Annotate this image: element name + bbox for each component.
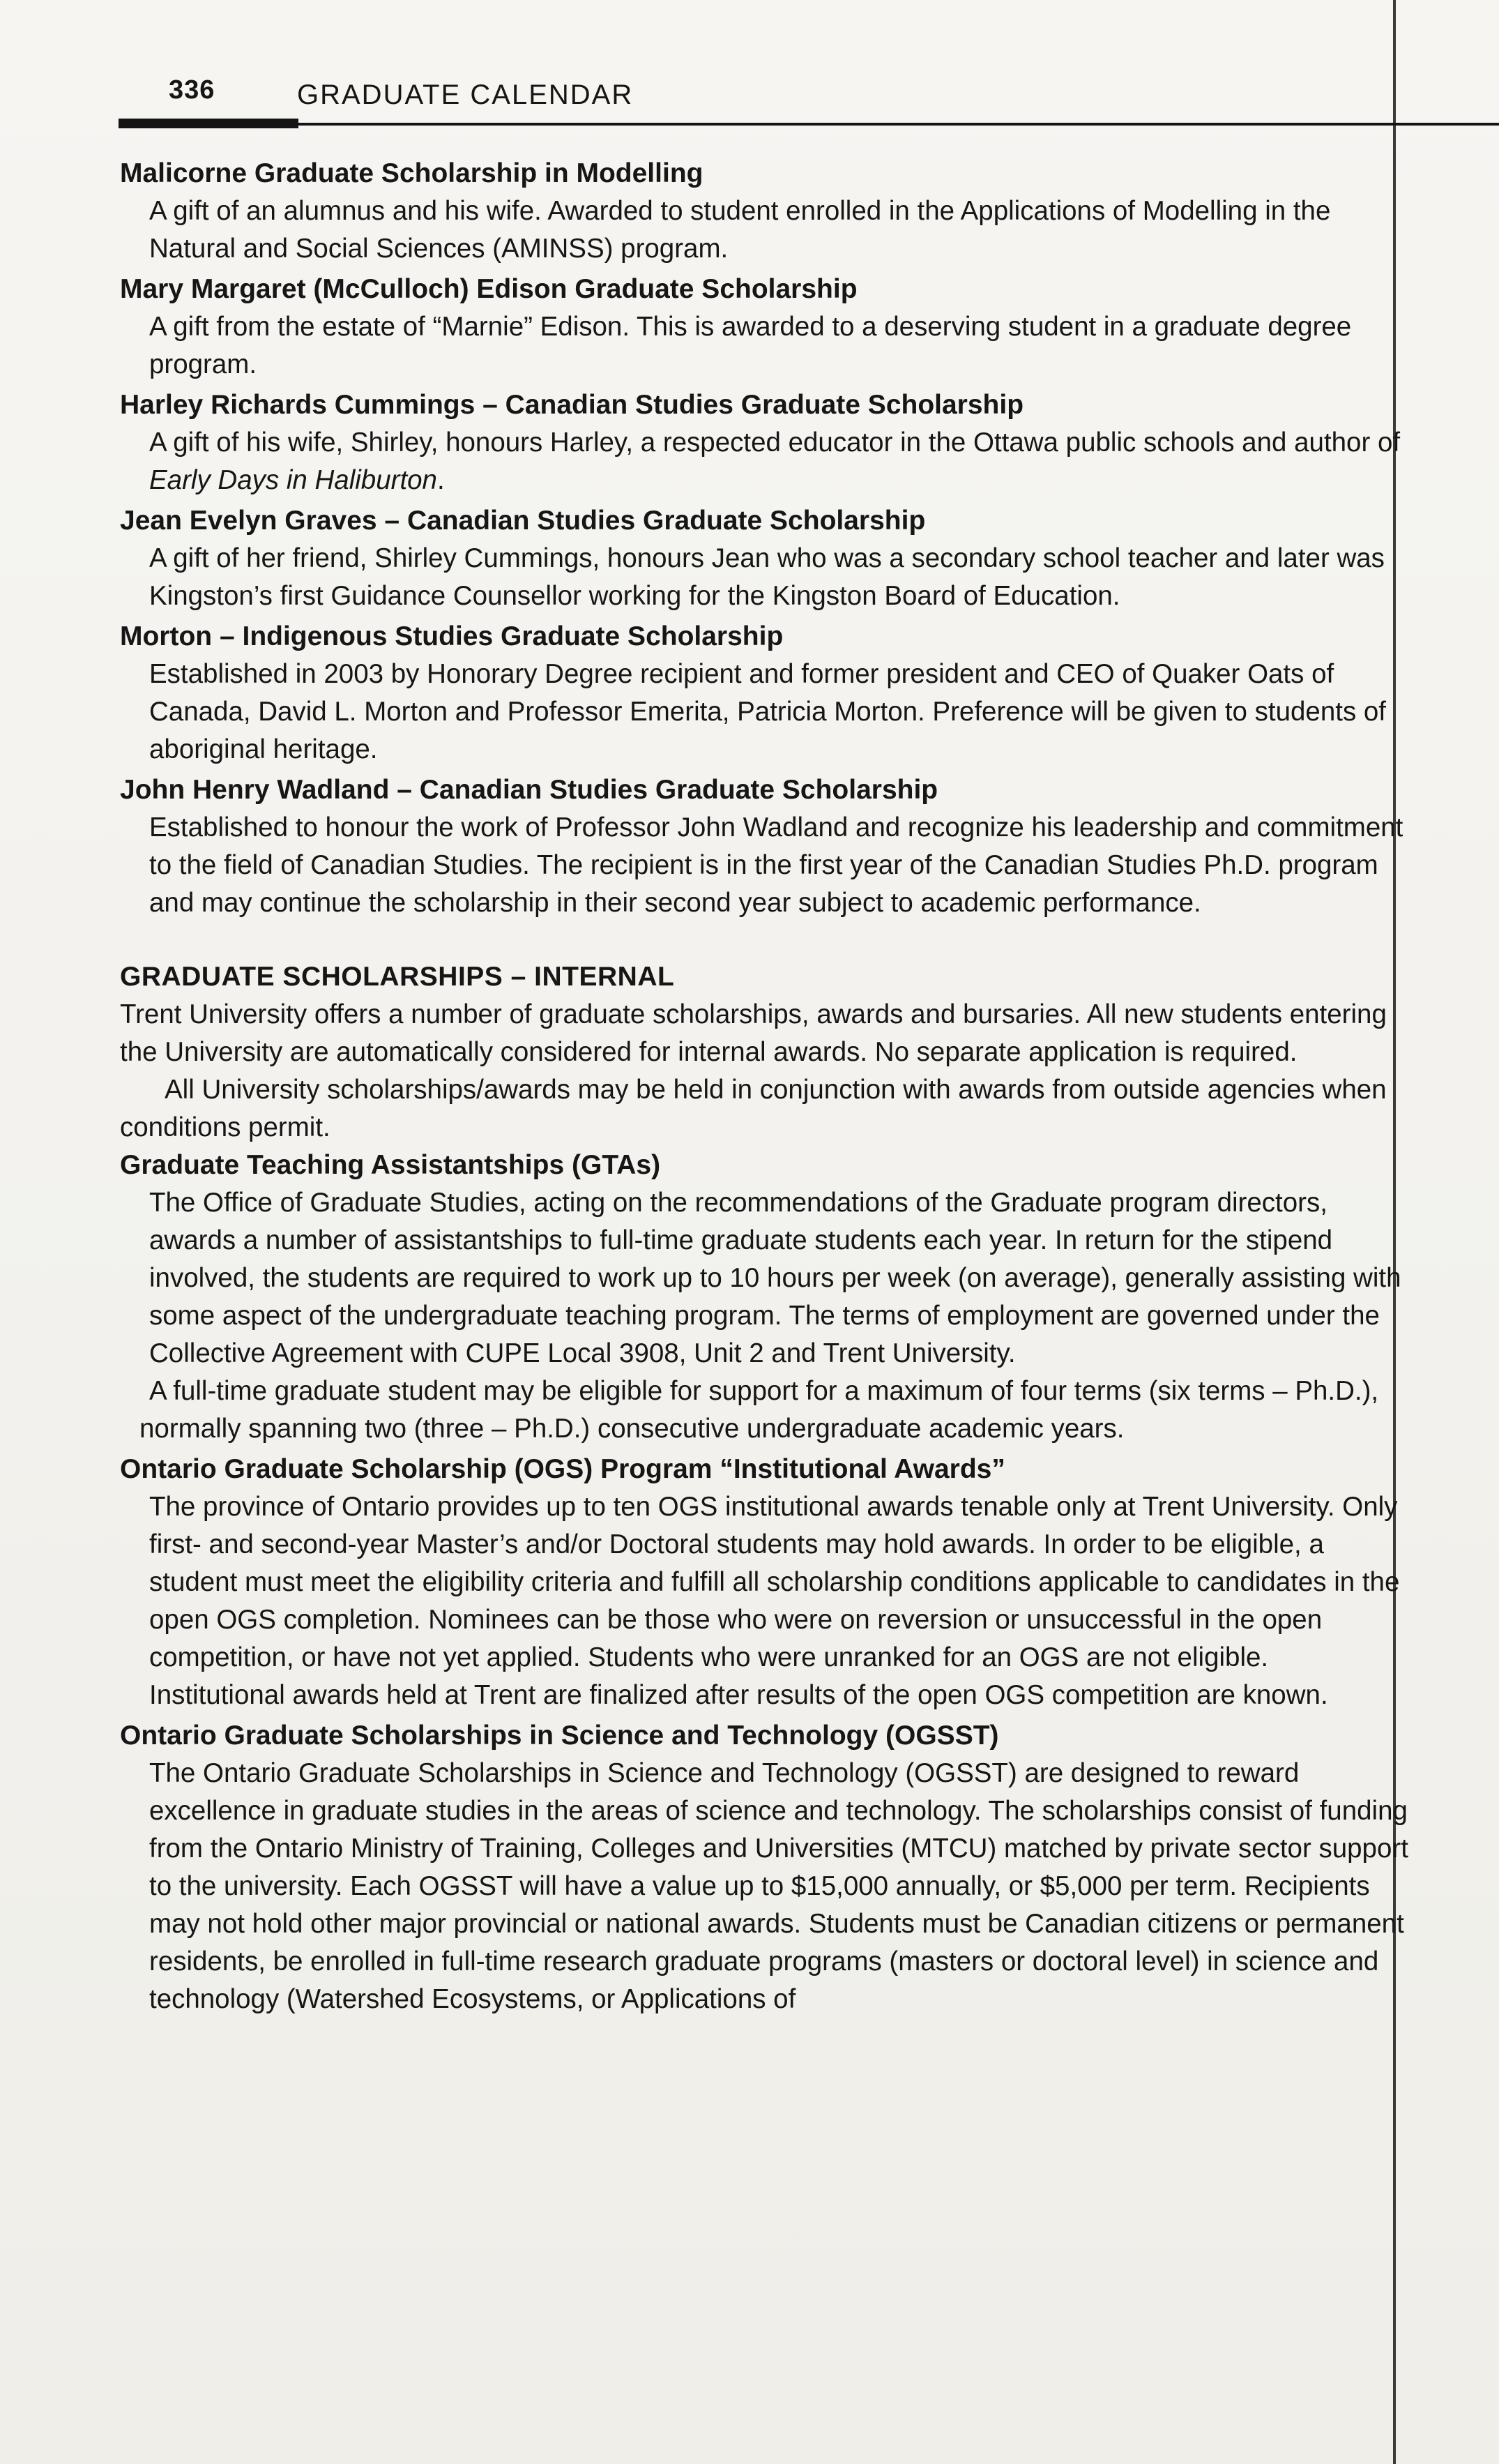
scholarship-title: Morton – Indigenous Studies Graduate Scholarship (120, 621, 784, 651)
page-header (119, 75, 1429, 131)
header-rule-thin (298, 123, 1499, 126)
section-spacer (120, 925, 1417, 958)
scholarship-description-continued: A full-time graduate student may be eligible for support for a maximum of four terms (six terms – Ph.D.), normally spanning two (three – Ph.D.) consecutive undergraduate academic years. (139, 1376, 1379, 1444)
header-rule-thick (119, 119, 298, 128)
scholarship-entry (120, 618, 1417, 769)
scholarship-title: Mary Margaret (McCulloch) Edison Graduate Scholarship (120, 274, 858, 304)
scholarship-description: A gift of her friend, Shirley Cummings, honours Jean who was a secondary school teacher and later was Kingston’s first Guidance Counsellor working for the Kingston Board of Education. (149, 543, 1385, 611)
section-heading: GRADUATE SCHOLARSHIPS – INTERNAL (120, 962, 675, 992)
scholarship-title: Harley Richards Cummings – Canadian Studies Graduate Scholarship (120, 390, 1024, 420)
scholarship-entry (120, 502, 1417, 615)
scholarship-title: Jean Evelyn Graves – Canadian Studies Graduate Scholarship (120, 506, 926, 536)
scholarship-entry (120, 1147, 1417, 1448)
section-intro-paragraph: Trent University offers a number of graduate scholarships, awards and bursaries. All new students entering the University are automatically considered for internal awards. No separate application is required. (120, 999, 1387, 1067)
page-content (120, 155, 1417, 2021)
scholarship-entry (120, 771, 1417, 922)
page-number: 336 (169, 75, 215, 105)
running-head: GRADUATE CALENDAR (297, 80, 634, 110)
section-intro-paragraph: All University scholarships/awards may be held in conjunction with awards from outside agencies when conditions permit. (120, 1075, 1387, 1142)
description-end: . (436, 465, 445, 495)
scholarship-entry (120, 386, 1417, 499)
scholarship-description (149, 424, 1417, 499)
scholarship-entry (120, 155, 1417, 268)
scholarship-description: The Ontario Graduate Scholarships in Science and Technology (OGSST) are designed to reward excellence in graduate studies in the areas of science and technology. The scholarships consist of funding from the Ontario Ministry of Training, Colleges and Universities (MTCU) matched by private sector support to the university. Each OGSST will have a value up to $15,000 annually, or $5,000 per term. Recipients may not hold other major provincial or national awards. Students must be Canadian citizens or permanent residents, be enrolled in full-time research graduate programs (masters or doctoral level) in science and technology (Watershed Ecosystems, or Applications of (149, 1758, 1408, 2014)
scholarship-description: The province of Ontario provides up to ten OGS institutional awards tenable only at Trent University. Only first- and second-year Master’s and/or Doctoral students may hold awards. In order to be eligible, a student must meet the eligibility criteria and fulfill all scholarship conditions applicable to candidates in the open OGS completion. Nominees can be those who were on reversion or unsuccessful in the open competition, or have not yet applied. Students who were unranked for an OGS are not eligible. (149, 1492, 1400, 1672)
book-title: Early Days in Haliburton (149, 465, 437, 495)
scholarship-description: A gift from the estate of “Marnie” Edison. This is awarded to a deserving student in a graduate degree program. (149, 312, 1352, 379)
description-text: A gift of his wife, Shirley, honours Harley, a respected educator in the Ottawa public schools and author of (149, 428, 1401, 458)
internal-scholarships-section (120, 958, 1417, 1147)
scholarship-description: Established to honour the work of Professor John Wadland and recognize his leadership and commitment to the field of Canadian Studies. The recipient is in the first year of the Canadian Studies Ph.D. program and may continue the scholarship in their second year subject to academic performance. (149, 812, 1403, 918)
scholarship-title: Ontario Graduate Scholarship (OGS) Program “Institutional Awards” (120, 1454, 1005, 1484)
scholarship-entry (120, 1451, 1417, 1714)
scholarship-entry (120, 271, 1417, 384)
scholarship-title: Ontario Graduate Scholarships in Science and Technology (OGSST) (120, 1721, 999, 1751)
scholarship-description: The Office of Graduate Studies, acting on the recommendations of the Graduate program directors, awards a number of assistantships to full-time graduate students each year. In return for the stipend involved, the students are required to work up to 10 hours per week (on average), generally assisting with some aspect of the undergraduate teaching program. The terms of employment are governed under the Collective Agreement with CUPE Local 3908, Unit 2 and Trent University. (149, 1188, 1401, 1368)
scholarship-entry (120, 1717, 1417, 2018)
scholarship-title: John Henry Wadland – Canadian Studies Graduate Scholarship (120, 775, 938, 805)
scholarship-description: A gift of an alumnus and his wife. Awarded to student enrolled in the Applications of Modelling in the Natural and Social Sciences (AMINSS) program. (149, 196, 1331, 264)
scholarship-title: Graduate Teaching Assistantships (GTAs) (120, 1150, 661, 1180)
scholarship-description: Established in 2003 by Honorary Degree recipient and former president and CEO of Quaker Oats of Canada, David L. Morton and Professor Emerita, Patricia Morton. Preference will be given to students of aboriginal heritage. (149, 659, 1387, 764)
scholarship-title: Malicorne Graduate Scholarship in Modelling (120, 158, 703, 188)
scholarship-description-continued: Institutional awards held at Trent are finalized after results of the open OGS competition are known. (149, 1680, 1328, 1710)
